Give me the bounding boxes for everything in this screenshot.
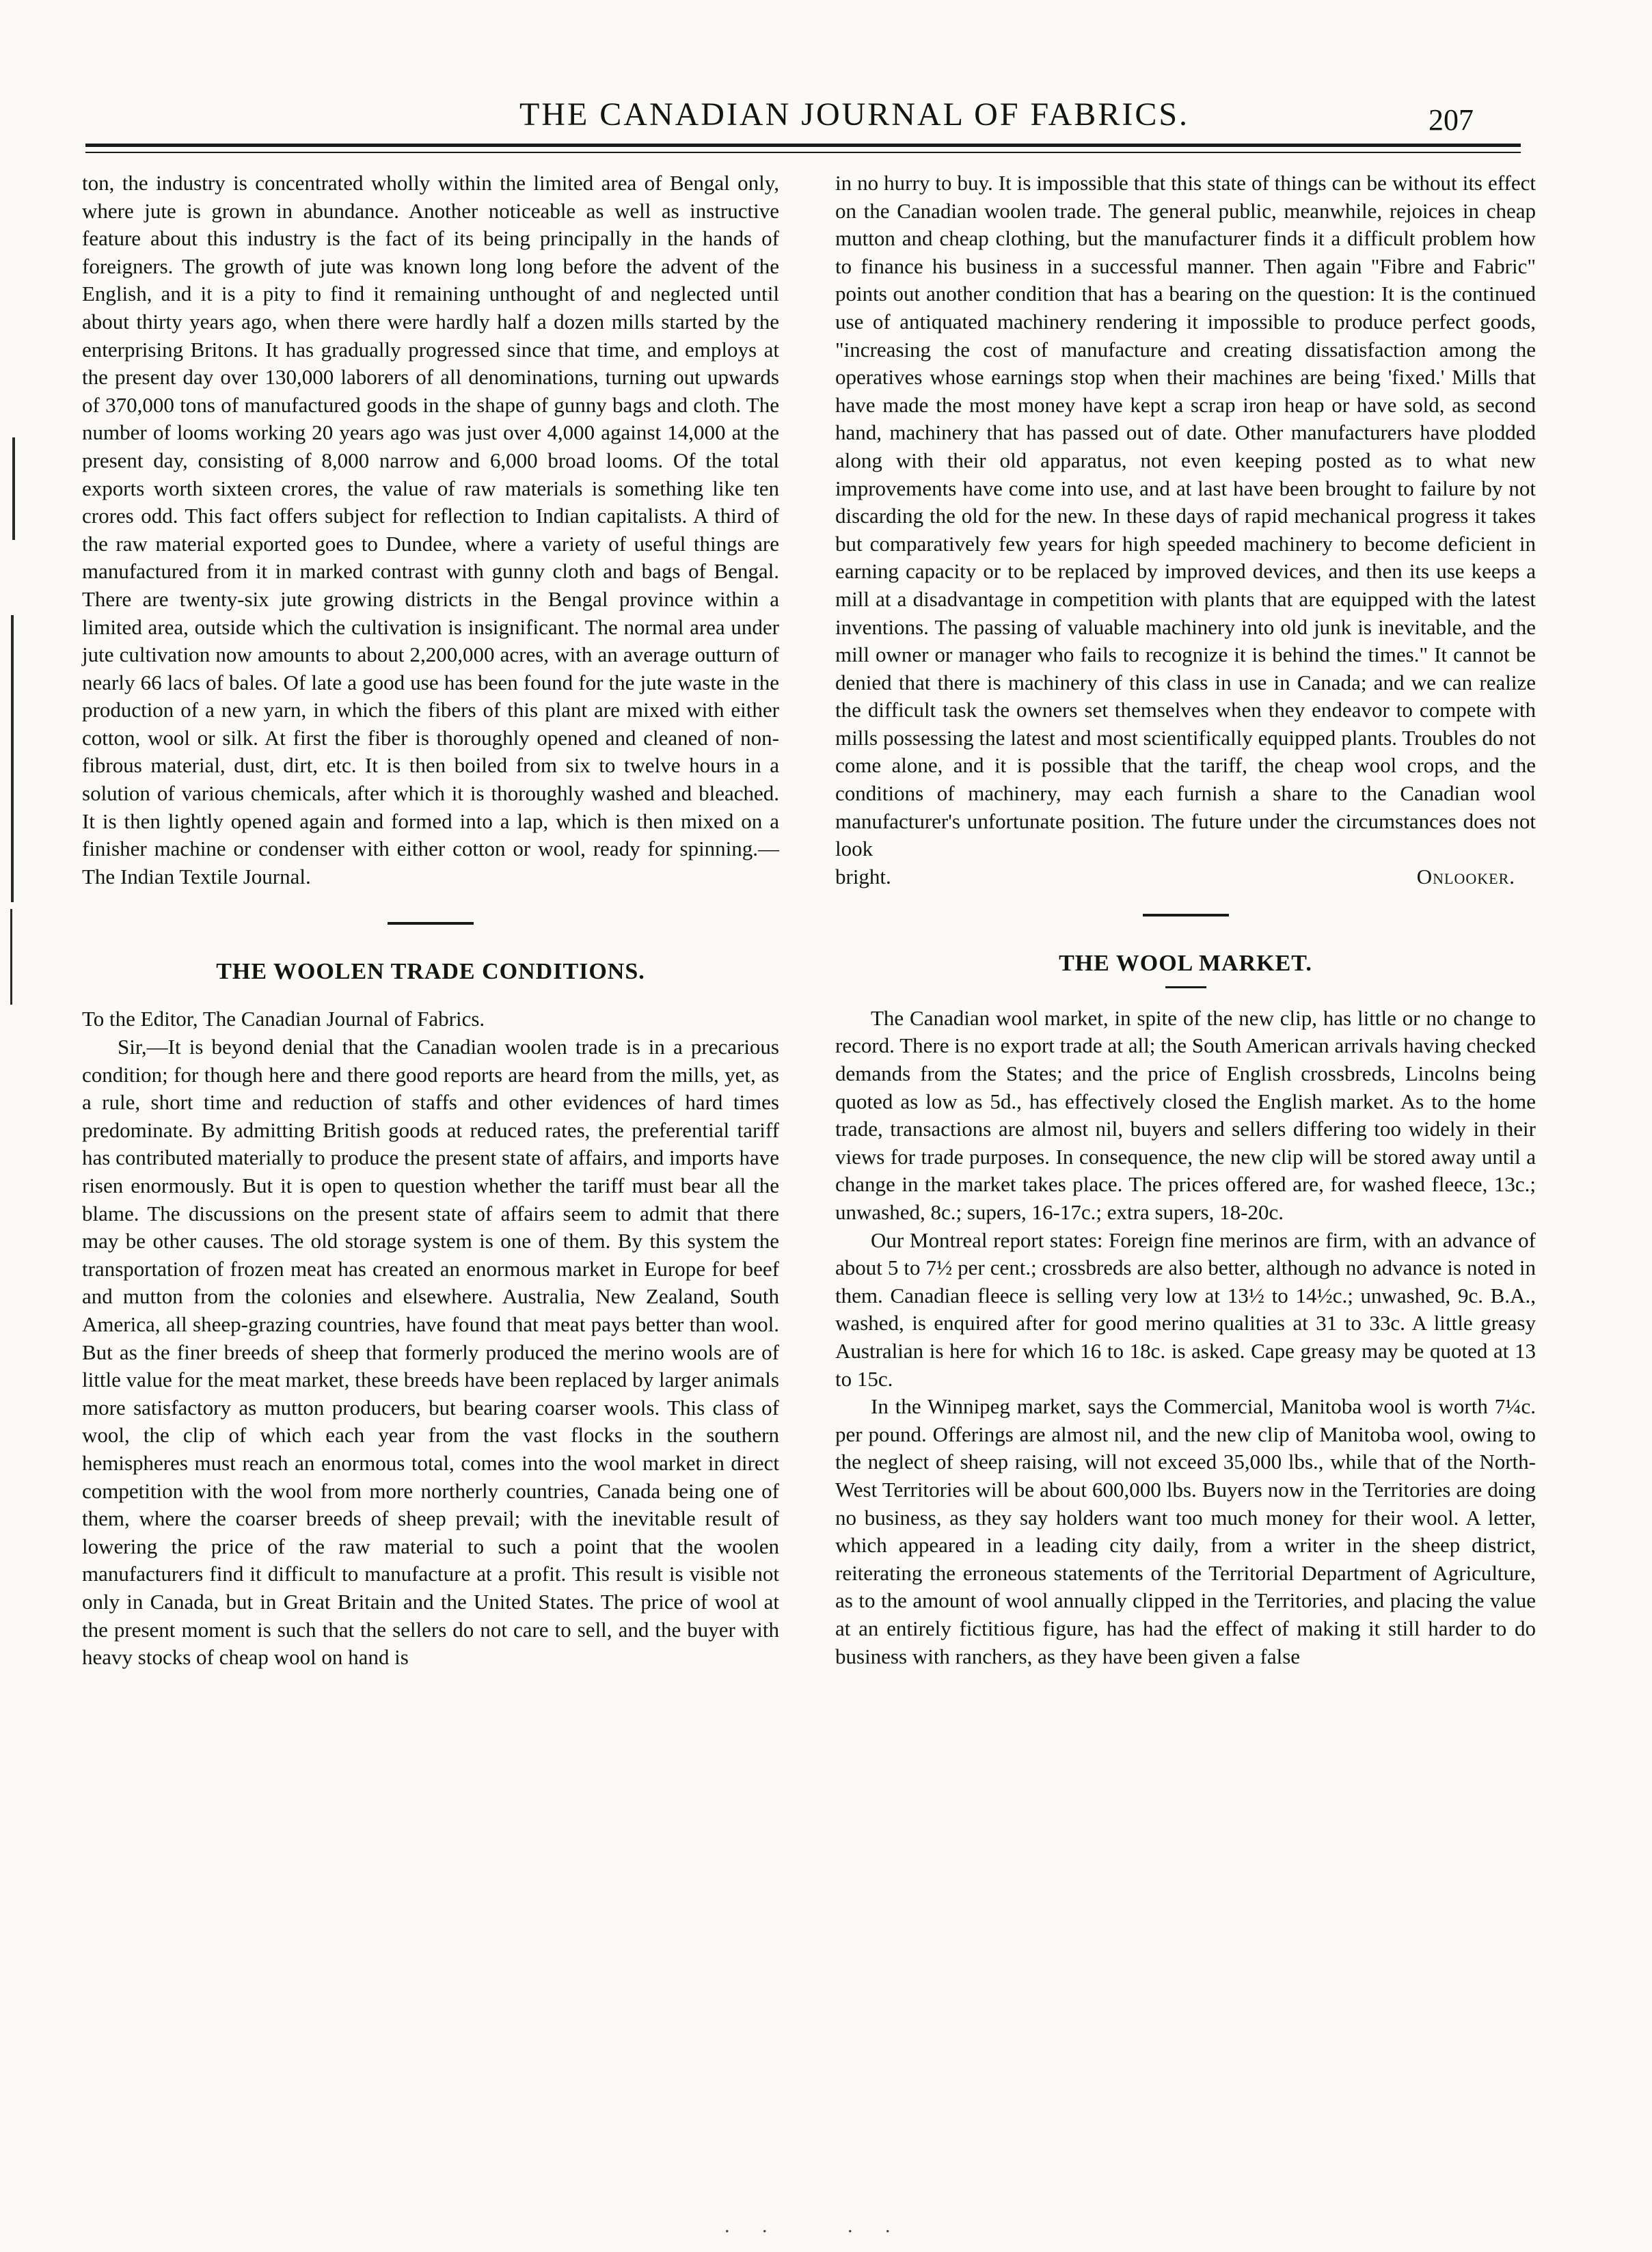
letter-salutation: To the Editor, The Canadian Journal of Fabrics.: [82, 1007, 485, 1031]
woolen-trade-paragraph: Sir,—It is beyond denial that the Canadian woolen trade is in a precarious condition; for though here and there good reports are heard from the mills, yet, as a rule, short time and reduction of staffs and other evidences of hard times predominate. By admitting British goods at reduced rates, the preferential tariff has contributed materially to produce the present state of affairs, and imports have risen enormously. But it is open to question whether the tariff must bear all the blame. The discussions on the present state of affairs seem to admit that there may be other causes. The old storage system is one of them. By this system the transportation of frozen meat has created an enormous market in Europe for beef and mutton from the colonies and elsewhere. Australia, New Zealand, South America, all sheep-grazing countries, have found that meat pays better than wool. But as the finer breeds of sheep that formerly produced the merino wools are of little value for the meat market, these breeds have been replaced by larger animals more satisfactory as mutton producers, but bearing coarser wools. This class of wool, the clip of which each year from the vast flocks in the southern hemispheres must reach an enormous total, comes into the wool market in direct competition with the wool from more northerly countries, Canada being one of them, where the coarser breeds of sheep prevail; with the inevitable result of lowering the price of the raw material to such a point that the woolen manufacturers find it difficult to manufacture at a profit. This result is visible not only in Canada, but in Great Britain and the United States. The price of wool at the present moment is such that the sellers do not care to sell, and the buyer with heavy stocks of cheap wool on hand is: [82, 1035, 779, 1670]
wool-market-paragraph: The Canadian wool market, in spite of the new clip, has little or no change to record. There is no export trade at all; the South American arrivals having checked demands from the States; and the price of English crossbreds, Lincolns being quoted as low as 5d., has effectively closed the English market. As to the home trade, transactions are almost nil, buyers and sellers differing too widely in their views for trade purposes. In consequence, the new clip will be stored away until a change in the market takes place. The prices offered are, for washed fleece, 13c.; unwashed, 8c.; supers, 16-17c.; extra supers, 18-20c.: [835, 1005, 1536, 1224]
wool-market-headline: THE WOOL MARKET.: [1059, 950, 1312, 976]
winnipeg-market-paragraph: In the Winnipeg market, says the Commercial, Manitoba wool is worth 7¼c. per pound. Offerings are almost nil, and the new clip of Manitoba wool, owing to the neglect of sheep raising, will not exceed 35,000 lbs., while that of the North-West Territories will be about 600,000 lbs. Buyers now in the Territories are doing no business, as they say holders want too much money for their wool. A letter, which appeared in a leading city daily, from a writer in the sheep district, reiterating the erroneous statements of the Territorial Department of Agriculture, as to the amount of wool annually clipped in the Territories, and placing the value at an entirely fictitious figure, has had the effect of making it still harder to do business with ranchers, as they have been given a false: [835, 1394, 1536, 1668]
left-column: [82, 169, 779, 1672]
woolen-trade-continued-paragraph: in no hurry to buy. It is impossible that this state of things can be without its effect on the Canadian woolen trade. The general public, meanwhile, rejoices in cheap mutton and cheap clothing, but the manufacturer finds it a difficult problem how to finance his business in a successful manner. Then again "Fibre and Fabric" points out another condition that has a bearing on the question: It is the continued use of antiquated machinery rendering it impossible to produce perfect goods, "increasing the cost of manufacture and creating dissatisfaction among the operatives whose earnings stop when their machines are being 'fixed.' Mills that have made the most money have kept a scrap iron heap or have sold, as second hand, machinery that has passed out of date. Other manufacturers have plodded along with their old apparatus, not even keeping posted as to what new improvements have come into use, and at last have been brought to failure by not discarding the old for the new. In these days of rapid mechanical progress it takes but comparatively few years for high speeded machinery to become deficient in earning capacity or to be replaced by improved devices, and then its use keeps a mill at a disadvantage in competition with plants that are equipped with the latest inventions. The passing of valuable machinery into old junk is inevitable, and the mill owner or manager who fails to recognize it is behind the times." It cannot be denied that there is machinery of this class in use in Canada; and we can realize the difficult task the owners set themselves when they endeavor to compete with mills possessing the latest and most scientifically equipped plants. Troubles do not come alone, and it is possible that the tariff, the cheap wool crops, and the conditions of machinery, may each furnish a share to the Canadian wool manufacturer's unfortunate position. The future under the circumstances does not look: [835, 171, 1536, 861]
footer-marks-left: . .: [725, 2214, 781, 2237]
margin-artifact: [11, 615, 14, 902]
header-rule-thin: [85, 152, 1521, 153]
margin-artifact: [10, 909, 12, 1005]
journal-title: THE CANADIAN JOURNAL OF FABRICS.: [519, 96, 1190, 133]
page-number: 207: [1428, 103, 1474, 137]
closing-line: [835, 863, 1536, 891]
montreal-report-paragraph: Our Montreal report states: Foreign fine merinos are firm, with an advance of about 5 to 7½ per cent.; crossbreds are also better, although no advance is noted in them. Canadian fleece is selling very low at 13½ to 14½c.; unwashed, 9c. B.A., washed, is enquired after for good merino qualities at 31 to 33c. A little greasy Australian is here for which 16 to 18c. is asked. Cape greasy may be quoted at 13 to 15c.: [835, 1227, 1536, 1391]
jute-article-paragraph: ton, the industry is concentrated wholly within the limited area of Bengal only, where jute is grown in abundance. Another noticeable as well as instructive feature about this industry is the fact of its being principally in the hands of foreigners. The growth of jute was known long long before the advent of the English, and it is a pity to find it remaining unthought of and neglected until about thirty years ago, when there were hardly half a dozen mills started by the enterprising Britons. It has gradually progressed since that time, and employs at the present day over 130,000 laborers of all denominations, turning out upwards of 370,000 tons of manufactured goods in the shape of gunny bags and cloth. The number of looms working 20 years ago was just over 4,000 against 14,000 at the present day, consisting of 8,000 narrow and 6,000 broad looms. Of the total exports worth sixteen crores, the value of raw materials is something like ten crores odd. This fact offers subject for reflection to Indian capitalists. A third of the raw material exported goes to Dundee, where a variety of useful things are manufactured from it in marked contrast with gunny cloth and bags of Bengal. There are twenty-six jute growing districts in the Bengal province within a limited area, outside which the cultivation is insignificant. The normal area under jute cultivation now amounts to about 2,200,000 acres, with an average outturn of nearly 66 lacs of bales. Of late a good use has been found for the jute waste in the production of a new yarn, in which the fibers of this plant are mixed with either cotton, wool or silk. At first the fiber is thoroughly opened and cleaned of non-fibrous material, dust, dirt, etc. It is then boiled from six to twelve hours in a solution of various chemicals, after which it is thoroughly washed and bleached. It is then lightly opened again and formed into a lap, which is then mixed on a finisher machine or condenser with either cotton or wool, ready for spinning.—The Indian Textile Journal.: [82, 171, 779, 888]
right-column: [835, 169, 1536, 1670]
header-rule-thick: [85, 144, 1521, 147]
closing-word: bright.: [835, 864, 891, 888]
margin-artifact: [12, 437, 15, 540]
author-signature: Onlooker.: [1416, 864, 1515, 888]
footer-marks-right: . .: [848, 2214, 904, 2237]
woolen-trade-headline: THE WOOLEN TRADE CONDITIONS.: [216, 959, 645, 985]
